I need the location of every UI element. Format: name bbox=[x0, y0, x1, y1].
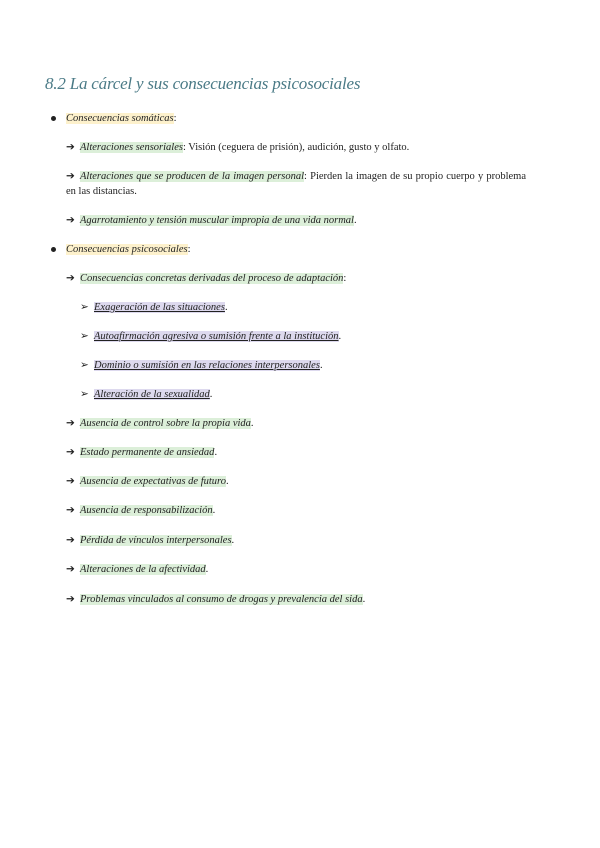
bullet-dot bbox=[51, 116, 56, 121]
item-text: . bbox=[362, 594, 366, 605]
item-text: : Visión (ceguera de prisión), audición, gusto y olfato. bbox=[182, 142, 410, 153]
arrow-icon: ➔ bbox=[66, 215, 75, 226]
arrow-icon: ➔ bbox=[66, 273, 75, 284]
arrow-icon: ➔ bbox=[66, 594, 75, 605]
item-text: . bbox=[319, 360, 323, 371]
arrow-icon: ➔ bbox=[66, 171, 75, 182]
heading-somaticas: Consecuencias somáticas bbox=[66, 113, 174, 124]
subitem-label: Exageración de las situaciones bbox=[94, 302, 225, 313]
list-item bbox=[66, 562, 208, 577]
arrow-icon: ➔ bbox=[66, 476, 75, 487]
list-item bbox=[66, 271, 346, 286]
triangle-arrow-icon: ➢ bbox=[80, 389, 89, 400]
item-text: : bbox=[343, 273, 347, 284]
list-item-somaticas: Consecuencias somáticas: bbox=[66, 113, 177, 124]
subitem-label: Alteración de la sexualidad bbox=[94, 389, 210, 400]
item-label: Consecuencias concretas derivadas del proceso de adaptación bbox=[80, 273, 344, 284]
heading-psicosociales: Consecuencias psicosociales bbox=[66, 244, 188, 255]
item-text: . bbox=[231, 535, 235, 546]
item-label: Ausencia de control sobre la propia vida bbox=[80, 418, 251, 429]
sub-list-item bbox=[80, 300, 228, 315]
arrow-icon: ➔ bbox=[66, 418, 75, 429]
item-label: Alteraciones que se producen de la imagen personal bbox=[80, 171, 305, 182]
list-item bbox=[66, 140, 409, 155]
section-title: 8.2 La cárcel y sus consecuencias psicosociales bbox=[45, 74, 361, 93]
item-label: Problemas vinculados al consumo de drogas y prevalencia del sida bbox=[80, 594, 363, 605]
arrow-icon: ➔ bbox=[66, 535, 75, 546]
subitem-label: Autoafirmación agresiva o sumisión frente a la institución bbox=[94, 331, 339, 342]
arrow-icon: ➔ bbox=[66, 142, 75, 153]
triangle-arrow-icon: ➢ bbox=[80, 331, 89, 342]
item-label: Ausencia de responsabilización bbox=[80, 505, 213, 516]
item-label: Agarrotamiento y tensión muscular impropia de una vida normal bbox=[80, 215, 354, 226]
list-item bbox=[66, 592, 365, 607]
list-item-psicosociales: Consecuencias psicosociales: bbox=[66, 244, 191, 255]
list-item bbox=[66, 533, 234, 548]
item-label: Alteraciones de la afectividad bbox=[80, 564, 206, 575]
item-text: . bbox=[205, 564, 209, 575]
item-text: . bbox=[214, 447, 218, 458]
item-text: . bbox=[353, 215, 357, 226]
item-text: . bbox=[209, 389, 213, 400]
arrow-icon: ➔ bbox=[66, 505, 75, 516]
sub-list-item bbox=[80, 358, 323, 373]
item-text: . bbox=[212, 505, 216, 516]
list-item bbox=[66, 213, 357, 228]
list-item bbox=[66, 169, 526, 199]
list-item bbox=[66, 503, 215, 518]
bullet-dot bbox=[51, 247, 56, 252]
subitem-label: Dominio o sumisión en las relaciones interpersonales bbox=[94, 360, 320, 371]
arrow-icon: ➔ bbox=[66, 447, 75, 458]
item-label: Pérdida de vínculos interpersonales bbox=[80, 535, 232, 546]
item-text: : Pierden la imagen de su propio cuerpo y problema en las distancias. bbox=[66, 171, 527, 197]
triangle-arrow-icon: ➢ bbox=[80, 360, 89, 371]
triangle-arrow-icon: ➢ bbox=[80, 302, 89, 313]
item-text: . bbox=[250, 418, 254, 429]
sub-list-item bbox=[80, 387, 212, 402]
item-label: Alteraciones sensoriales bbox=[80, 142, 183, 153]
arrow-icon: ➔ bbox=[66, 564, 75, 575]
item-text: . bbox=[224, 302, 228, 313]
sub-list-item bbox=[80, 329, 341, 344]
item-label: Ausencia de expectativas de futuro bbox=[80, 476, 226, 487]
item-label: Estado permanente de ansiedad bbox=[80, 447, 215, 458]
list-item bbox=[66, 474, 229, 489]
item-text: . bbox=[338, 331, 342, 342]
item-text: . bbox=[225, 476, 229, 487]
list-item bbox=[66, 416, 254, 431]
list-item bbox=[66, 445, 217, 460]
